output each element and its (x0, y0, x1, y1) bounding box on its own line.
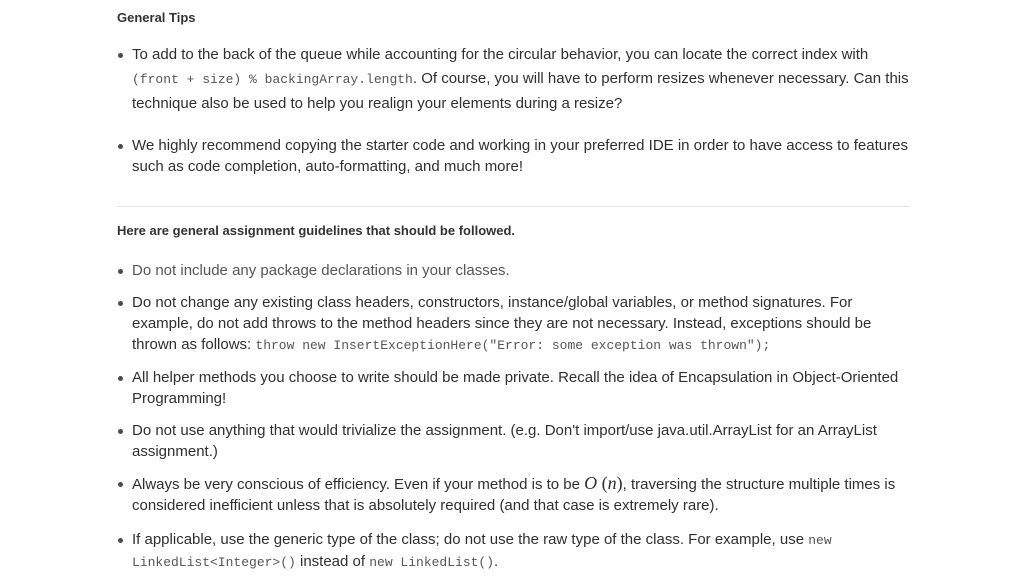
tip-use-ide-text: We highly recommend copying the starter code and working in your preferred IDE in order to have access to features such as code completion, auto-formatting, and much more! (132, 137, 908, 175)
big-o-close-paren: ) (616, 473, 623, 493)
guideline-no-trivialize (117, 420, 910, 462)
general-tips-heading: General Tips (117, 10, 196, 25)
guideline-generic-type (117, 529, 910, 573)
guidelines-list (117, 260, 910, 584)
guideline-efficiency-text-end: , traversing the structure multiple times is considered inefficient unless that is absolutely required (and that case is extremely rare). (132, 476, 896, 514)
tip-circular-index (117, 43, 910, 116)
circular-index-code: (front + size) % backingArray.length (132, 72, 413, 87)
general-tips-list (117, 43, 910, 177)
guideline-private-helpers (117, 367, 910, 409)
raw-linkedlist-code: new LinkedList() (369, 555, 495, 570)
guidelines-heading: Here are general assignment guidelines that should be followed. (117, 223, 516, 238)
section-divider (117, 206, 910, 207)
big-o-open-paren: ( (601, 473, 608, 493)
tip-circular-index-text-end: . Of course, you will have to perform resizes whenever necessary. Can this technique also be used to help you realign your elements during a resize? (132, 70, 909, 112)
guideline-no-signature-change (117, 292, 910, 356)
big-o-n: n (607, 473, 617, 493)
guideline-generic-type-text-end: . (494, 553, 499, 570)
guideline-generic-type-text-mid: instead of (295, 553, 370, 570)
tip-circular-index-text: To add to the back of the queue while accounting for the circular behavior, you can locate the correct index with (132, 46, 869, 63)
generic-linkedlist-code: new LinkedList<Integer>() (132, 533, 832, 570)
tip-use-ide (117, 135, 910, 177)
guideline-private-helpers-text: All helper methods you choose to write should be made private. Recall the idea of Encapsulation in Object-Oriented Programming! (132, 369, 899, 407)
guideline-efficiency-text: Always be very conscious of efficiency. Even if your method is to be (132, 476, 585, 493)
guideline-no-package-text: Do not include any package declarations in your classes. (132, 262, 510, 279)
guideline-no-signature-change-text: Do not change any existing class headers, constructors, instance/global variables, or method signatures. For example, do not add throws to the method headers since they are not necessary. Instead, exceptions should be thrown as follows: (132, 294, 872, 353)
guideline-efficiency (117, 473, 910, 516)
throw-exception-code: throw new InsertExceptionHere("Error: some exception was thrown"); (255, 338, 771, 353)
guideline-generic-type-text: If applicable, use the generic type of the class; do not use the raw type of the class. For example, use (132, 531, 809, 548)
big-o-letter: O (584, 473, 598, 493)
guideline-no-package (117, 260, 910, 281)
big-o-notation (584, 473, 623, 493)
guideline-no-trivialize-text: Do not use anything that would trivialize the assignment. (e.g. Don't import/use java.util.ArrayList for an ArrayList assignment.) (132, 422, 877, 460)
